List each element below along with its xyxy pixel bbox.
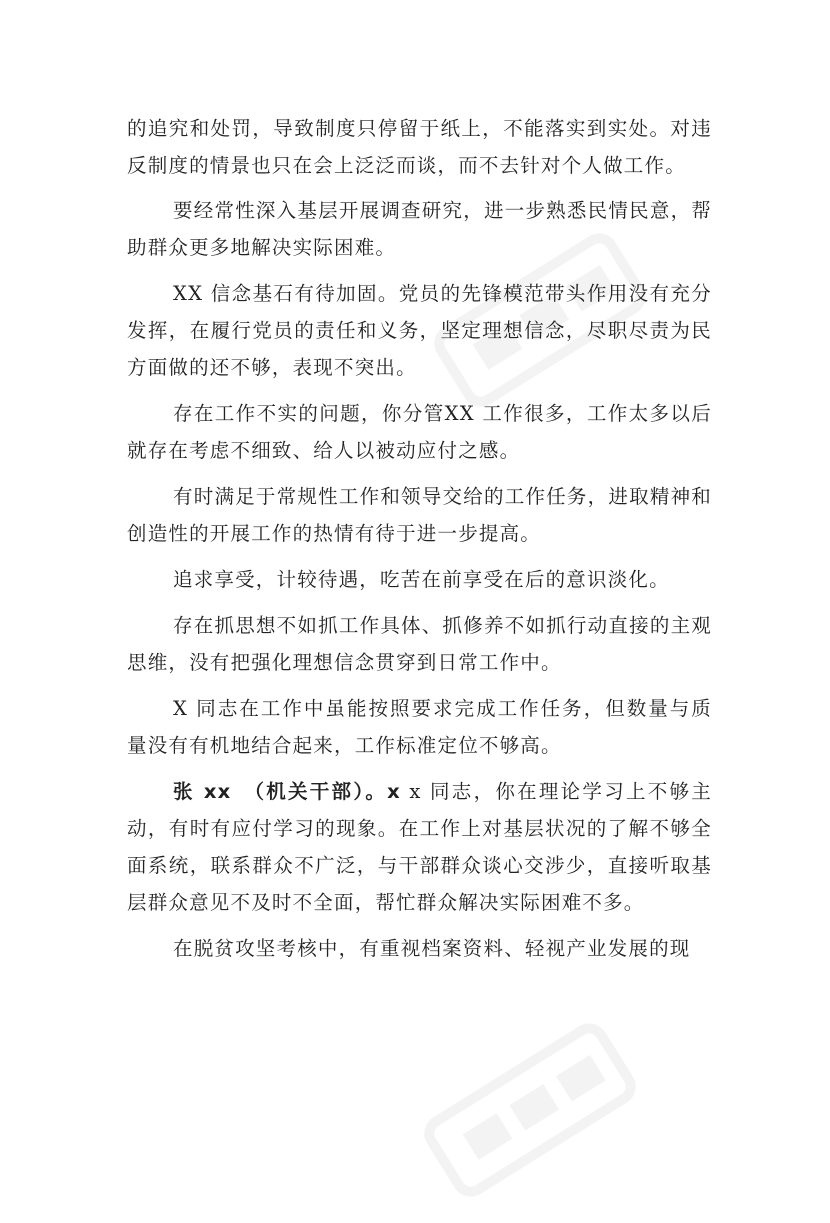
paragraph: 存在抓思想不如抓工作具体、抓修养不如抓行动直接的主观思维，没有把强化理想信念贯穿到日常工作中。: [127, 614, 712, 674]
evaluation-text: x 同志，你在理论学习上不够主动，有时有应付学习的现象。在工作上对基层状况的了解不够全面系统，联系群众不广泛，与干部群众谈心交涉少，直接听取基层群众意见不及时不全面，帮忙群众解决实际困难不多。: [127, 780, 712, 914]
paragraph: X 同志在工作中虽能按照要求完成工作任务，但数量与质量没有有机地结合起来，工作标准定位不够高。: [127, 697, 712, 757]
watermark-mark: [405, 1001, 655, 1219]
paragraph: 存在工作不实的问题，你分管XX 工作很多，工作太多以后就存在考虑不细致、给人以被动应付之感。: [127, 402, 712, 462]
watermark-graphic: [405, 1001, 655, 1219]
paragraph: 追求享受，计较待遇，吃苦在前享受在后的意识淡化。: [173, 568, 670, 591]
paragraph: XX 信念基石有待加固。党员的先锋模范带头作用没有充分发挥，在履行党员的责任和义务，坚定理想信念，尽职尽责为民方面做的还不够，表现不突出。: [127, 282, 712, 379]
paragraph: 要经常性深入基层开展调查研究，进一步熟悉民情民意，帮助群众更多地解决实际困难。: [127, 199, 712, 259]
person-heading: 张 xx （机关干部）。x: [173, 780, 401, 803]
document-body: [127, 110, 712, 976]
paragraph-truncated: 在脱贫攻坚考核中，有重视档案资料、轻视产业发展的现: [173, 937, 691, 960]
paragraph-evaluation: [127, 773, 712, 921]
paragraph-continued: 的追究和处罚，导致制度只停留于纸上，不能落实到实处。对违反制度的情景也只在会上泛泛而谈，而不去针对个人做工作。: [127, 117, 712, 177]
paragraph: 有时满足于常规性工作和领导交给的工作任务，进取精神和创造性的开展工作的热情有待于进一步提高。: [127, 485, 712, 545]
